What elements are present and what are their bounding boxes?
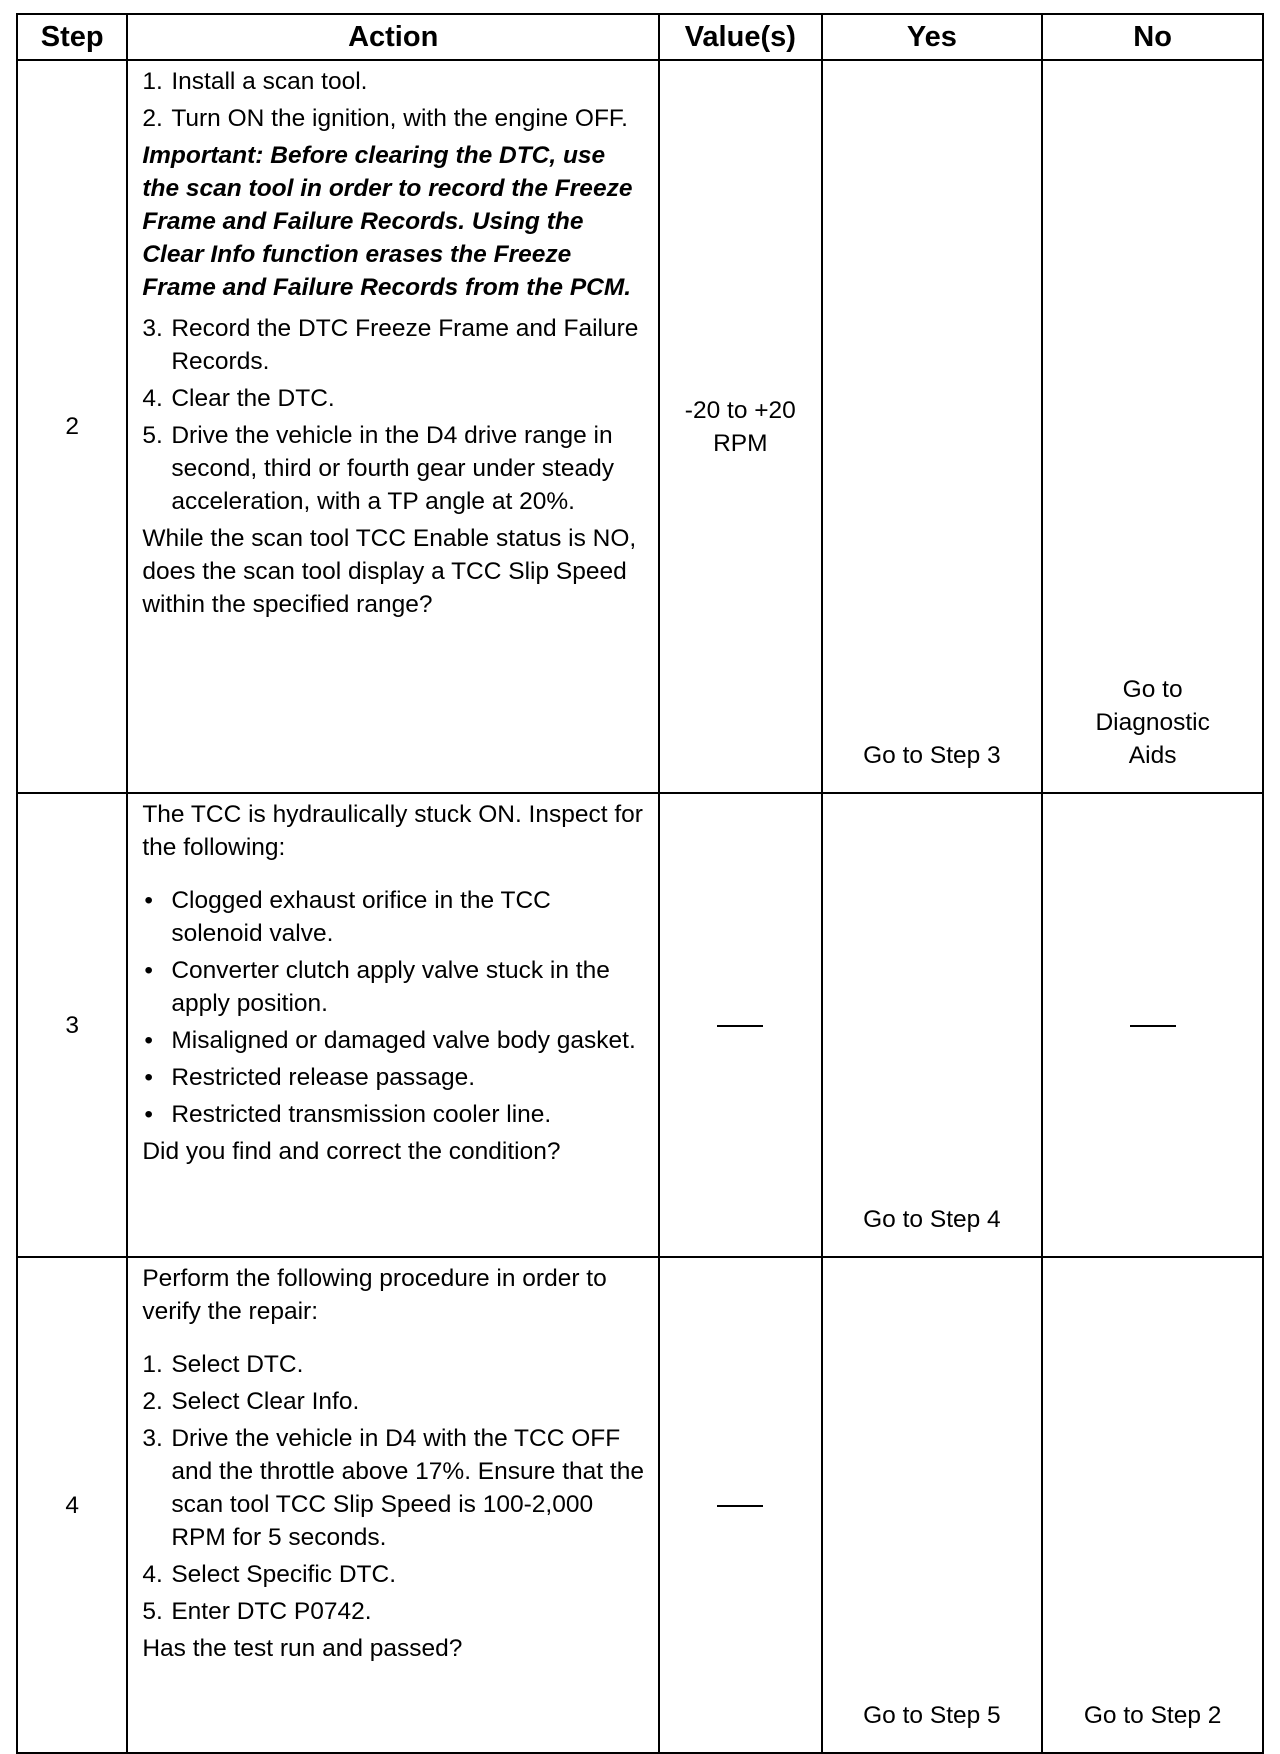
header-action: Action: [127, 14, 659, 60]
item-marker: 3.: [142, 315, 163, 342]
item-marker: 3.: [142, 1425, 163, 1452]
item-text: Enter DTC P0742.: [171, 1598, 372, 1625]
step-number: 3: [17, 793, 127, 1257]
step-number: 4: [17, 1257, 127, 1753]
action-cell: [127, 60, 659, 793]
dash-placeholder: [717, 1505, 763, 1507]
item-text: Select DTC.: [171, 1351, 304, 1378]
item-marker: 2.: [142, 1388, 163, 1415]
table-row-step-3: [17, 793, 1263, 1257]
list-item: [142, 382, 648, 415]
bullet-marker: •: [144, 887, 153, 914]
item-text: Record the DTC Freeze Frame and Failure Records.: [171, 315, 639, 375]
step-number: 2: [17, 60, 127, 793]
item-text: Drive the vehicle in the D4 drive range in second, third or fourth gear under steady acceleration, with a TP angle at 20%.: [171, 422, 614, 515]
list-item: [142, 102, 648, 135]
item-text: Turn ON the ignition, with the engine OFF.: [171, 105, 628, 132]
dash-placeholder: [717, 1025, 763, 1027]
no-cell: Go to Step 2: [1042, 1257, 1263, 1753]
header-row: [17, 14, 1263, 60]
yes-cell: Go to Step 5: [822, 1257, 1043, 1753]
table-row-step-4: [17, 1257, 1263, 1753]
item-marker: 4.: [142, 385, 163, 412]
item-marker: 5.: [142, 422, 163, 449]
bullet-marker: •: [144, 1101, 153, 1128]
list-item: [142, 312, 648, 378]
list-item: [142, 1422, 648, 1554]
header-step: Step: [17, 14, 127, 60]
important-note: Important: Before clearing the DTC, use the scan tool in order to record the Freeze Frame and Failure Records. Using the Clear Info function erases the Freeze Frame and Failure Records from the PCM.: [142, 142, 633, 301]
no-cell: [1042, 793, 1263, 1257]
yes-cell: Go to Step 4: [822, 793, 1043, 1257]
intro-text: The TCC is hydraulically stuck ON. Inspect for the following:: [142, 801, 643, 861]
item-marker: 1.: [142, 1351, 163, 1378]
header-yes: Yes: [822, 14, 1043, 60]
bullet-text: Misaligned or damaged valve body gasket.: [171, 1027, 636, 1054]
bullet-marker: •: [144, 957, 153, 984]
value-range: -20 to +20: [684, 396, 796, 424]
value-unit: RPM: [713, 429, 768, 457]
values-cell: [659, 793, 822, 1257]
dash-placeholder: [1130, 1025, 1176, 1027]
no-cell: [1042, 60, 1263, 793]
question-text: Did you find and correct the condition?: [142, 1138, 561, 1165]
list-item: [142, 65, 648, 98]
bullet-item: [142, 884, 648, 950]
bullet-item: [142, 1061, 648, 1094]
item-text: Drive the vehicle in D4 with the TCC OFF and the throttle above 17%. Ensure that the scan tool TCC Slip Speed is 100-2,000 RPM for 5 seconds.: [171, 1425, 644, 1551]
item-text: Select Specific DTC.: [171, 1561, 396, 1588]
diagnostic-table: [16, 13, 1264, 1754]
item-marker: 5.: [142, 1598, 163, 1625]
header-values: Value(s): [659, 14, 822, 60]
bullet-marker: •: [144, 1027, 153, 1054]
list-item: [142, 1348, 648, 1381]
bullet-text: Converter clutch apply valve stuck in the apply position.: [171, 957, 610, 1017]
item-marker: 2.: [142, 105, 163, 132]
values-cell: [659, 60, 822, 793]
question-text: While the scan tool TCC Enable status is NO, does the scan tool display a TCC Slip Speed within the specified range?: [142, 525, 637, 618]
list-item: [142, 1595, 648, 1628]
table-row-step-2: [17, 60, 1263, 793]
list-item: [142, 1385, 648, 1418]
list-item: [142, 419, 648, 518]
item-marker: 1.: [142, 68, 163, 95]
bullet-item: [142, 1024, 648, 1057]
bullet-text: Clogged exhaust orifice in the TCC solenoid valve.: [171, 887, 551, 947]
item-text: Clear the DTC.: [171, 385, 335, 412]
bullet-text: Restricted transmission cooler line.: [171, 1101, 552, 1128]
question-text: Has the test run and passed?: [142, 1635, 463, 1662]
item-text: Install a scan tool.: [171, 68, 368, 95]
bullet-item: [142, 1098, 648, 1131]
bullet-text: Restricted release passage.: [171, 1064, 476, 1091]
no-text-line: Aids: [1128, 742, 1177, 769]
bullet-marker: •: [144, 1064, 153, 1091]
values-cell: [659, 1257, 822, 1753]
action-cell: [127, 1257, 659, 1753]
header-no: No: [1042, 14, 1263, 60]
bullet-item: [142, 954, 648, 1020]
item-text: Select Clear Info.: [171, 1388, 360, 1415]
action-cell: [127, 793, 659, 1257]
intro-text: Perform the following procedure in order to verify the repair:: [142, 1265, 607, 1325]
yes-cell: Go to Step 3: [822, 60, 1043, 793]
list-item: [142, 1558, 648, 1591]
no-text-line: Go to: [1122, 676, 1183, 703]
no-text-line: Diagnostic: [1095, 709, 1210, 736]
item-marker: 4.: [142, 1561, 163, 1588]
